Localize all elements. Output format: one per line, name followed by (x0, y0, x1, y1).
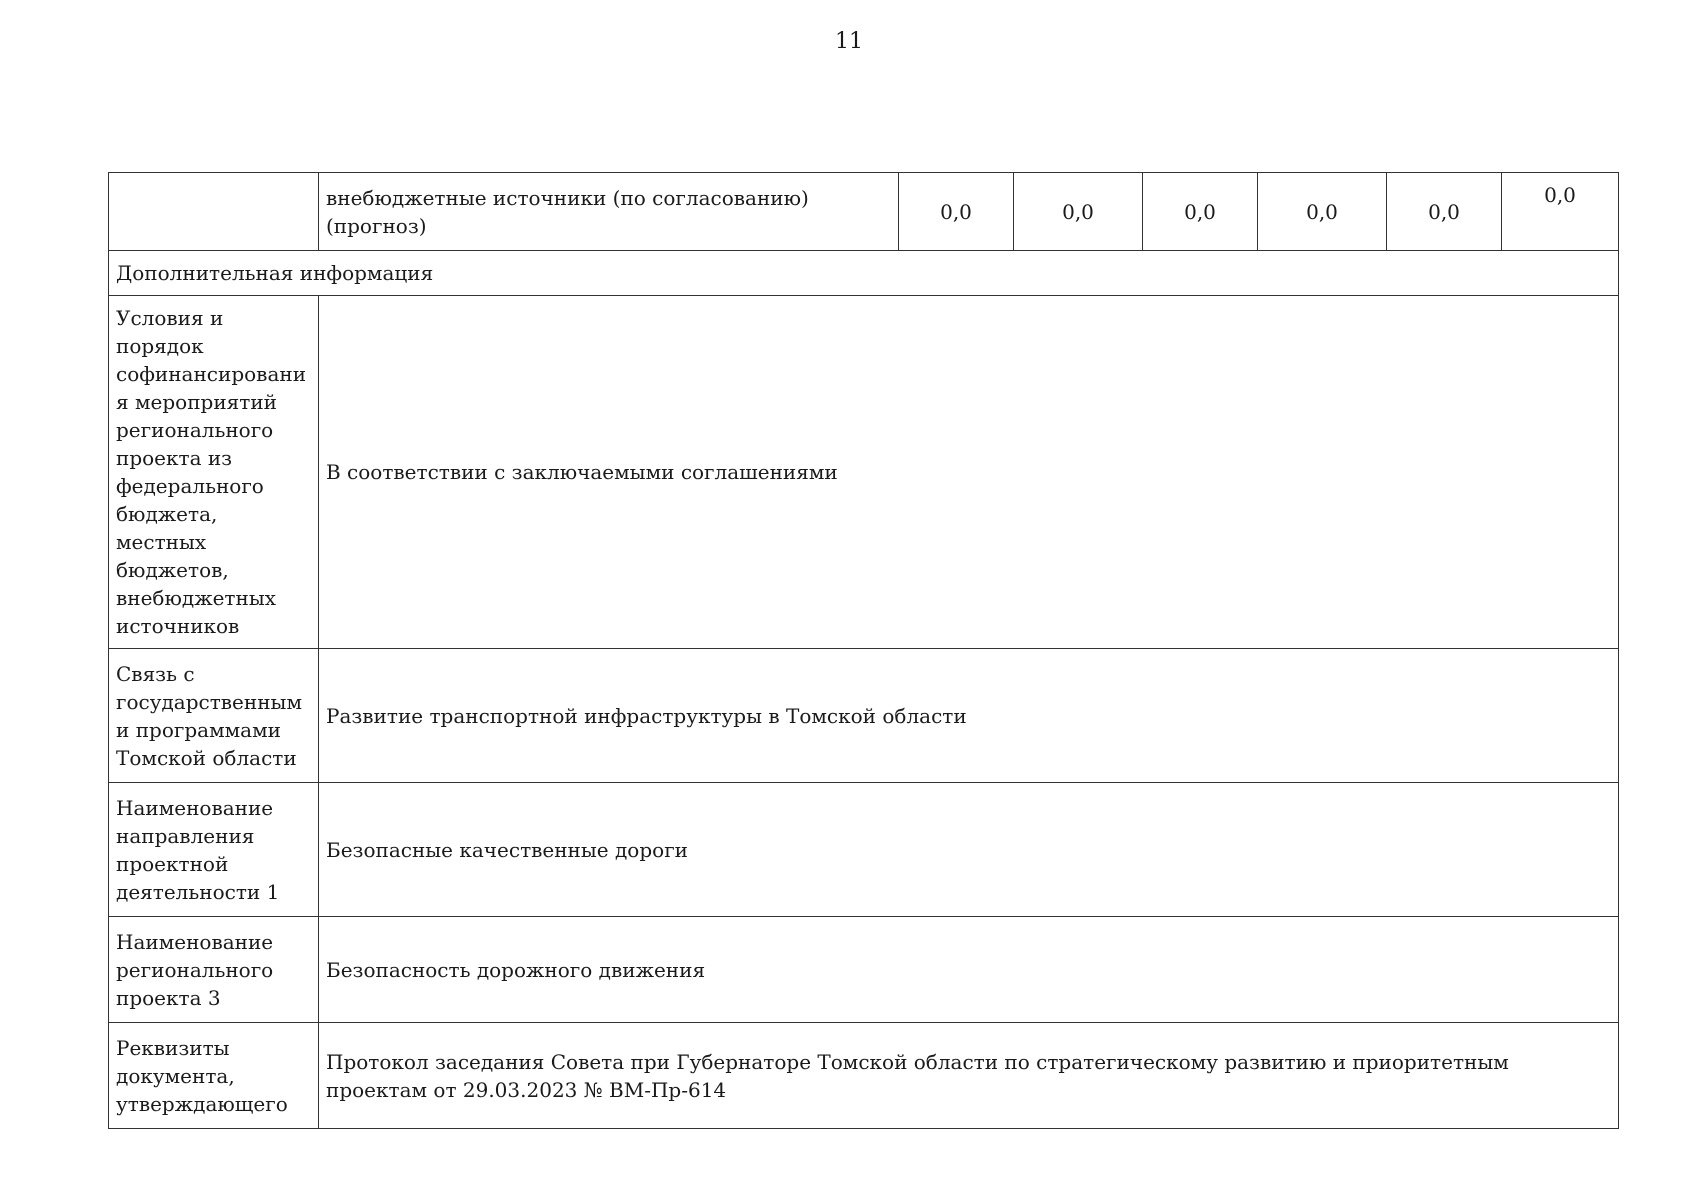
funding-source-label: внебюджетные источники (по согласованию) (прогноз) (319, 173, 899, 251)
info-value-direction: Безопасные качественные дороги (319, 783, 1619, 917)
funding-value-6: 0,0 (1502, 173, 1619, 251)
info-label-direction: Наименование направления проектной деятельности 1 (109, 783, 319, 917)
funding-value-2: 0,0 (1014, 173, 1143, 251)
info-row-document (109, 1023, 1619, 1129)
section-header-additional-info: Дополнительная информация (109, 251, 1619, 296)
funding-value-5: 0,0 (1387, 173, 1502, 251)
info-row-direction (109, 783, 1619, 917)
info-row-cofinancing (109, 296, 1619, 649)
page-number: 11 (835, 29, 863, 54)
info-row-state-programs (109, 649, 1619, 783)
regional-project-table (108, 172, 1619, 1129)
info-value-cofinancing: В соответствии с заключаемыми соглашениями (319, 296, 1619, 649)
funding-row-offbudget (109, 173, 1619, 251)
funding-value-3: 0,0 (1143, 173, 1258, 251)
info-value-regional-project: Безопасность дорожного движения (319, 917, 1619, 1023)
funding-row-empty-label (109, 173, 319, 251)
info-label-state-programs: Связь с государственными программами Томской области (109, 649, 319, 783)
info-row-regional-project (109, 917, 1619, 1023)
info-value-document: Протокол заседания Совета при Губернаторе Томской области по стратегическому развитию и приоритетным проектам от 29.03.2023 № ВМ-Пр-614 (319, 1023, 1619, 1129)
info-label-cofinancing: Условия и порядок софинансирования мероприятий регионального проекта из федерального бюджета, местных бюджетов, внебюджетных источников (109, 296, 319, 649)
section-header-row (109, 251, 1619, 296)
info-label-document: Реквизиты документа, утверждающего (109, 1023, 319, 1129)
funding-value-1: 0,0 (899, 173, 1014, 251)
info-value-state-programs: Развитие транспортной инфраструктуры в Томской области (319, 649, 1619, 783)
funding-value-4: 0,0 (1258, 173, 1387, 251)
info-label-regional-project: Наименование регионального проекта 3 (109, 917, 319, 1023)
